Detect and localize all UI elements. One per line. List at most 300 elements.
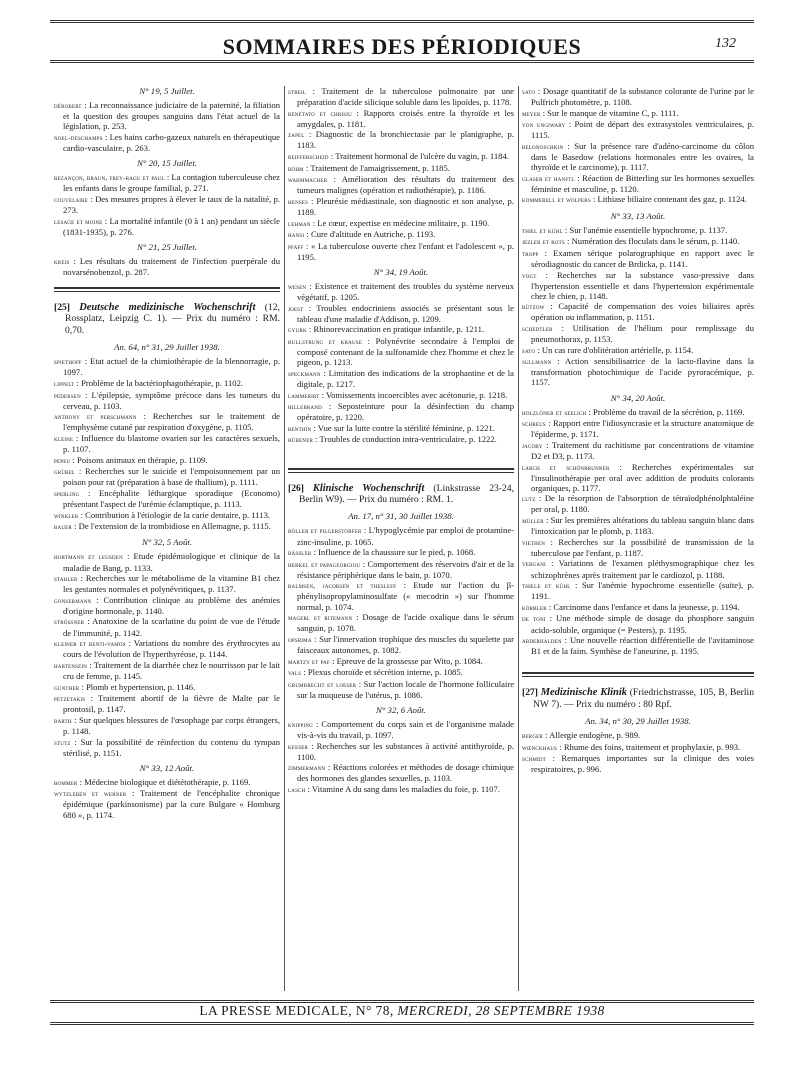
author: schmidt — [522, 754, 546, 764]
article-title: : Limitation des indications de la strophantine et de la digitale, p. 1217. — [297, 367, 514, 389]
article-entry — [54, 693, 280, 714]
article-entry — [522, 418, 754, 439]
article-title: : Rhinorevaccination en pratique infantile, p. 1211. — [306, 324, 485, 335]
article-title: : Recherches expérimentales sur l'insulinothérapie per oral avec addition de produits colorants organiques, p. 1177. — [531, 461, 754, 493]
article-entry — [54, 390, 280, 411]
journal-info: (Linkstrasse 23-24, Berlin W9). — Prix du numéro : RM. 1. — [299, 482, 514, 505]
author: lesage et moine — [54, 216, 103, 226]
author: pedersen — [54, 390, 81, 400]
article-entry — [522, 742, 754, 753]
article-entry — [522, 323, 754, 344]
article-entry — [522, 558, 754, 579]
article-title: : Traitement abortif de la fièvre de Malte par le prontosil, p. 1147. — [63, 693, 280, 715]
article-entry — [288, 129, 514, 150]
article-entry — [522, 515, 754, 536]
column-divider — [518, 86, 519, 991]
article-title: : Anatoxine de la scarlatine du point de vue de l'étude de l'immunité, p. 1142. — [63, 616, 280, 638]
article-entry — [54, 777, 280, 788]
author: henses — [288, 196, 309, 206]
article-title: : Traitement de la diarrhée chez le nourrisson par le lait cru de femme, p. 1145. — [63, 659, 280, 681]
journal-number: [26] — [288, 482, 304, 494]
journal-heading — [54, 302, 280, 336]
article-entry — [54, 216, 280, 237]
author: streil — [288, 87, 307, 96]
article-entry — [54, 715, 280, 736]
article-entry — [288, 580, 514, 611]
author: kleine — [54, 433, 74, 443]
issue-heading: N° 33, 13 Août. — [610, 210, 666, 221]
article-title: : Sur l'anémie hypochrome essentielle (suite), p. 1191. — [531, 580, 754, 602]
article-title: : Vitamine A du sang dans les maladies du foie, p. 1107. — [305, 784, 500, 795]
article-entry — [54, 411, 280, 432]
author: hortmann et leusden — [54, 552, 123, 562]
author: dérobert — [54, 101, 82, 111]
columns — [54, 86, 754, 991]
author: strössner — [54, 617, 85, 627]
article-title: : Polynévrite secondaire à l'emploi de composé contenant de la sulfonamide chez l'homme et chez le pigeon, p. 1213. — [297, 336, 514, 368]
author: tropp — [522, 248, 539, 258]
article-entry — [54, 455, 280, 466]
article-entry — [54, 573, 280, 594]
article-entry — [54, 737, 280, 758]
article-entry — [288, 547, 514, 558]
article-entry — [288, 559, 514, 580]
author: kreis — [54, 256, 70, 266]
author: bezançon, braun, frey-ragu et paul — [54, 173, 165, 183]
author: speckmann — [288, 368, 321, 378]
author: winkler — [54, 510, 79, 520]
author: hillebrand — [288, 402, 322, 412]
journal-heading — [522, 687, 754, 710]
author: schedtler — [522, 323, 553, 333]
article-title: : Troubles endocriniens associés se présentant sous le tableau d'une maladie d'Addison, p. 1209. — [297, 302, 514, 324]
article-title: : Influence du blastome ovarien sur les caractères sexuels, p. 1107. — [63, 432, 280, 455]
article-entry — [522, 602, 754, 613]
article-title: : Une méthode simple de dosage du phosphore sanguin acido-soluble, organique (= Pesters), p. 1195. — [531, 613, 754, 635]
article-title: : Sur la possibilité de réinfection du contenu du tympan stérilisé, p. 1151. — [63, 736, 280, 758]
header-top-rule — [50, 20, 754, 23]
article-entry — [54, 100, 280, 131]
article-title: : Réaction de Bitterling sur les hormones sexuelles féminine et masculine, p. 1120. — [531, 172, 754, 194]
article-entry — [288, 423, 514, 434]
article-title: : Plomb et hypertension, p. 1146. — [79, 681, 196, 692]
author: sullmann — [522, 357, 552, 367]
article-entry — [54, 194, 280, 215]
article-entry — [288, 174, 514, 195]
article-entry — [522, 407, 754, 418]
issue-heading: N° 32, 5 Août. — [141, 537, 193, 548]
author: gonsermann — [54, 595, 92, 605]
journal-heading — [288, 483, 514, 506]
article-title: : La contagion tuberculeuse chez les enfants dans le groupe familial, p. 271. — [63, 172, 280, 194]
author: benthin — [288, 423, 312, 433]
author: viethen — [522, 537, 546, 547]
section-title: SOMMAIRES DES PÉRIODIQUES — [222, 34, 582, 59]
article-entry — [54, 433, 280, 454]
author: larch et schönbrunner — [522, 462, 610, 472]
column-divider — [284, 86, 285, 991]
author: wytzleben et werner — [54, 789, 127, 799]
article-title: : Lithiase biliaire contenant des gaz, p. 1124. — [590, 194, 747, 205]
article-title: : Sur quelques blessures de l'œsophage par corps étrangers, p. 1148. — [63, 714, 280, 736]
article-entry — [522, 613, 754, 634]
article-entry — [288, 401, 514, 422]
article-title: : Sur l'anémie essentielle hypochrome, p. 1137. — [562, 224, 728, 235]
author: joest — [288, 303, 304, 313]
journal-name: Medizinische Klinik — [540, 687, 627, 699]
article-title: : Pleurésie médiastinale, son diagnostic et son analyse, p. 1189. — [297, 195, 514, 218]
article-title: : Variations de l'examen pléthysmographique chez les schizophrènes après traitement par le cardiozol, p. 1188. — [531, 558, 754, 580]
author: berger — [522, 731, 543, 741]
issue-heading: An. 17, n° 31, 30 Juillet 1938. — [348, 511, 454, 522]
article-entry — [522, 462, 754, 493]
page-number: 132 — [715, 36, 736, 51]
author: böhm — [288, 163, 304, 173]
author: stahler — [54, 574, 78, 584]
article-title: : Encéphalite léthargique sporadique (Economo) présentant l'aspect de l'urémie éclamptique, p. 1113. — [63, 487, 280, 510]
article-entry — [54, 638, 280, 659]
author: belonoschkin — [522, 141, 564, 151]
article-title: : Amélioration des résultats du traitement des tumeurs malignes (opération et radiothérapie), p. 1186. — [297, 174, 514, 196]
article-entry — [288, 86, 514, 107]
article-entry — [54, 466, 280, 487]
article-entry — [522, 493, 754, 514]
article-title: : Carcinome dans l'enfance et dans la jeunesse, p. 1194. — [546, 601, 740, 612]
article-entry — [288, 679, 514, 700]
article-title: : Les bains carbo-gazeux naturels en thérapeutique cardio-vasculaire, p. 263. — [63, 131, 280, 153]
journal-masthead: LA PRESSE MEDICALE, N° 78, — [199, 1003, 398, 1018]
article-entry — [288, 434, 514, 445]
author: stutz — [54, 737, 71, 747]
journal-number: [27] — [522, 687, 538, 699]
article-title: : « La tuberculose ouverte chez l'enfant et l'adolescent », p. 1195. — [297, 240, 514, 262]
article-entry — [288, 525, 514, 546]
author: von ungiwary — [522, 120, 566, 130]
issue-heading: An. 34, n° 30, 29 Juillet 1938. — [585, 716, 691, 727]
article-entry — [54, 132, 280, 153]
article-title: : Existence et traitement des troubles du système nerveux végétatif, p. 1205. — [297, 281, 514, 303]
article-entry — [54, 660, 280, 681]
footer-bottom-rule — [50, 1022, 754, 1025]
article-title: : Epreuve de la grossesse par Wito, p. 1084. — [329, 655, 483, 666]
author: jacoby — [522, 440, 543, 450]
article-title: : Une nouvelle réaction différentielle de l'avitaminose B1 et de la faim. Synthèse de l'aneurine, p. 1195. — [531, 635, 754, 657]
article-entry — [522, 753, 754, 774]
article-entry — [522, 537, 754, 558]
article-title: : Remarques importantes sur la clinique des voies respiratoires, p. 996. — [531, 753, 754, 775]
article-entry — [288, 303, 514, 324]
author: bommer — [54, 777, 78, 787]
article-entry — [288, 741, 514, 762]
article-title: : Etude sur l'action du β-phénylisopropylaminosulfate (« mecodrin ») sur l'homme normal, p. 1074. — [297, 580, 514, 612]
article-entry — [288, 368, 514, 389]
column-1 — [54, 86, 280, 991]
author: schreus — [522, 419, 546, 429]
article-title: : Poisons animaux en thérapie, p. 1109. — [70, 454, 208, 465]
article-entry — [288, 229, 514, 240]
article-entry — [522, 119, 754, 140]
article-title: : Seposteinture pour la désinfection du champ opératoire, p. 1220. — [297, 401, 514, 423]
author: müller — [522, 516, 544, 526]
article-title: : Etat actuel de la chimiothérapie de la blennorragie, p. 1097. — [63, 356, 280, 378]
author: glaser et hanftl — [522, 173, 575, 183]
author: sperling — [54, 488, 80, 498]
issue-heading: N° 19, 5 Juillet. — [139, 86, 195, 96]
article-title: : Le cœur, expertise en médecine militaire, p. 1190. — [310, 217, 490, 228]
article-entry — [54, 172, 280, 193]
article-title: : Recherches sur la substance vaso-pressive dans l'hypertension essentielle et dans l'hypertension expérimentale chez le chien, p. 1148. — [531, 269, 754, 301]
article-title: : De la résorption de l'absorption de tétraïodphénolphtaléine per oral, p. 1180. — [531, 493, 754, 515]
issue-heading: N° 34, 20 Août. — [610, 392, 666, 403]
article-title: : Sur les premières altérations du tableau sanguin blanc dans l'intoxication par le plomb, p. 1183. — [531, 515, 754, 537]
page-header — [50, 20, 754, 60]
article-entry — [522, 173, 754, 194]
journal-number: [25] — [54, 302, 70, 313]
author: kleiner et benti-vamos — [54, 639, 126, 649]
article-title: : Point de départ des extrasystoles ventriculaires, p. 1115. — [531, 119, 754, 141]
article-entry — [288, 784, 514, 795]
column-3 — [522, 86, 754, 991]
journal-info: (Friedrichstrasse, 105, B, Berlin NW 7). — Prix du numéro : 80 Rpf. — [533, 687, 754, 710]
article-entry — [288, 163, 514, 174]
author: bützow — [522, 302, 545, 312]
article-entry — [288, 762, 514, 783]
article-title: : Recherches sur le traitement de l'emphysème cutané par respiration d'oxygène, p. 1105. — [63, 411, 280, 433]
article-entry — [522, 270, 754, 301]
author: magerl et ritemann — [288, 613, 353, 623]
author: vergani — [522, 559, 546, 569]
article-entry — [288, 324, 514, 335]
author: knipping — [288, 720, 313, 729]
article-entry — [288, 612, 514, 633]
article-title: : Allergie endogène, p. 989. — [542, 730, 641, 741]
article-title: : Sur l'action locale de l'hormone folliculaire sur la muqueuse de l'utérus, p. 1086. — [297, 678, 514, 700]
article-title: : Sur le manque de vitamine C, p. 1111. — [540, 107, 679, 118]
article-entry — [54, 356, 280, 377]
article-title: : Traitement du rachitisme par concentrations de vitamine D2 et D3, p. 1173. — [531, 439, 754, 461]
journal-separator — [54, 287, 280, 289]
issue-heading: N° 21, 25 Juillet. — [137, 241, 197, 252]
author: herkel et papageorgiou — [288, 559, 361, 569]
article-title: : Problème de la bactériophagothérapie, p. 1102. — [74, 378, 244, 388]
author: lehman — [288, 218, 311, 228]
journal-name: Klinische Wochenschrift — [312, 482, 425, 494]
footer-text — [50, 1003, 754, 1019]
article-entry — [54, 551, 280, 572]
article-title: : La mortalité infantile (0 à 1 an) pendant un siècle (1831-1935), p. 276. — [63, 215, 280, 237]
article-title: : Rhume des foins, traitement et prophylaxie, p. 993. — [557, 741, 741, 752]
author: vogt — [522, 270, 537, 280]
article-title: : Traitement de la tuberculose pulmonaire par une préparation d'acide silicique soluble dans les lipoïdes, p. 1178. — [297, 86, 514, 108]
article-entry — [522, 730, 754, 741]
author: spiethoff — [54, 357, 82, 367]
article-entry — [54, 378, 280, 389]
article-title: : Action sensibilisatrice de la lacto-flavine dans la transformation photochimique de l'acide pyroracémique, p. 1157. — [531, 356, 754, 388]
author: lasch — [288, 785, 306, 795]
author: wahmmacher — [288, 175, 328, 185]
article-entry — [288, 667, 514, 678]
journal-info: (12, Rossplatz, Leipzig C. 1). — Prix du numéro : RM. 0,70. — [65, 302, 280, 336]
article-entry — [288, 656, 514, 667]
article-title: : Réactions colorées et méthodes de dosage chimique des hormones des glandes sexuelles, p. 1103. — [297, 762, 514, 784]
article-title: : Comportement du corps sain et de l'organisme malade vis-à-vis du travail, p. 1097. — [297, 719, 514, 741]
journal-separator — [522, 676, 754, 677]
author: thiele et kühl — [522, 581, 571, 591]
author: holzlöner et seelich — [522, 407, 587, 417]
article-title: : Examen sérique polarographique en rapport avec le sérodiagnostic du cancer de Brdicka, p. 1141. — [531, 247, 754, 269]
article-entry — [288, 719, 514, 740]
article-title: : Utilisation de l'hélium pour remplissage du pneumothorax, p. 1153. — [531, 322, 754, 345]
article-title: : Contribution clinique au problème des anémies d'origine hormonale, p. 1140. — [63, 594, 280, 616]
article-entry — [522, 440, 754, 461]
article-title: : De l'extension de la trombidiose en Allemagne, p. 1115. — [71, 521, 271, 532]
article-title: : Traitement de l'amaigrissement, p. 1185. — [303, 162, 450, 173]
article-title: : Traitement hormonal de l'ulcère du vagin, p. 1184. — [328, 151, 509, 162]
page-footer — [50, 1000, 754, 1022]
article-entry — [288, 390, 514, 401]
author: barth — [54, 715, 72, 725]
article-title: : Les résultats du traitement de l'infection puerpérale du novarsénobenzol, p. 287. — [63, 255, 280, 277]
article-entry — [522, 356, 754, 387]
article-entry — [54, 616, 280, 637]
author: martzy et paf — [288, 656, 330, 666]
header-bottom-rule — [50, 60, 754, 63]
article-title: : Numération des floculats dans le sérum, p. 1140. — [564, 236, 740, 247]
article-entry — [54, 788, 280, 819]
article-title: : Vomissements incoercibles avec acétonurie, p. 1218. — [319, 389, 508, 400]
article-entry — [522, 141, 754, 172]
author: abderhalden — [522, 636, 562, 646]
issue-heading: N° 33, 12 Août. — [139, 762, 195, 773]
article-title: : Plexus choroïde et sécrétion interne, p. 1085. — [301, 667, 463, 678]
article-entry — [54, 488, 280, 509]
article-title: : Recherches sur la possibilité de transmission de la tuberculose par l'enfant, p. 1187. — [531, 536, 754, 558]
author: körbler — [522, 602, 547, 612]
column-2 — [288, 86, 514, 991]
author: kommerell et wolpers — [522, 195, 591, 205]
article-entry — [522, 86, 754, 107]
author: petzetakis — [54, 694, 86, 704]
issue-date: MERCREDI, 28 SEPTEMBRE 1938 — [397, 1003, 605, 1018]
article-title: : Recherches sur les substances à activité antithyroïde, p. 1100. — [297, 740, 514, 762]
author: vals — [288, 668, 302, 678]
author: meyer — [522, 108, 541, 118]
author: bauer — [54, 522, 72, 532]
author: böller et pilgerstorfer — [288, 526, 362, 536]
article-title: : Traitement de l'encéphalite chronique épidémique (parkinsonisme) par la cure Bulgare « Homburg 680 », p. 1174. — [63, 788, 280, 820]
article-entry — [522, 345, 754, 356]
author: de toni — [522, 614, 546, 624]
article-title: : Dosage de l'acide oxalique dans le sérum sanguin, p. 1078. — [297, 612, 514, 634]
author: hartensein — [54, 660, 88, 670]
author: noel-deschamps — [54, 132, 103, 142]
author: couvelaire — [54, 194, 88, 204]
article-title: : L'épilepsie, symptôme précoce dans les tumeurs du cerveau, p. 1103. — [63, 389, 280, 411]
journal-separator — [288, 472, 514, 473]
author: hansi — [288, 230, 305, 240]
article-entry — [522, 635, 754, 656]
article-entry — [522, 108, 754, 119]
author: pepeu — [54, 455, 71, 465]
author: anthony et perschmann — [54, 412, 137, 422]
article-title: : Rapports croisés entre la thyroïde et les amygdales, p. 1181. — [297, 107, 514, 129]
author: thiel et kühl — [522, 225, 563, 235]
article-title: : Variations du nombre des érythrocytes au cours de l'évolution de l'hyperthyréose, p. 1144. — [63, 638, 280, 660]
author: zapel — [288, 130, 305, 140]
author: hübener — [288, 435, 314, 445]
author: zimmermann — [288, 763, 326, 773]
author: benetato et chrisiu — [288, 108, 352, 118]
author: sato — [522, 345, 536, 355]
author: bässler — [288, 548, 312, 558]
author: hullstrung et krause — [288, 337, 363, 347]
journal-separator — [54, 291, 280, 292]
issue-heading: An. 64, n° 31, 29 Juillet 1938. — [114, 342, 220, 353]
article-entry — [522, 236, 754, 247]
author: günther — [54, 682, 80, 692]
article-entry — [54, 510, 280, 521]
article-entry — [54, 682, 280, 693]
article-title: : Dosage quantitatif de la substance colorante de l'urine par le Pulfrich photomètre, p. 1108. — [531, 86, 754, 108]
article-entry — [288, 241, 514, 262]
article-title: : Des mesures propres à élever le taux de la natalité, p. 273. — [63, 193, 280, 215]
article-entry — [288, 196, 514, 217]
author: lutz — [522, 494, 536, 504]
issue-heading: N° 32, 6 Août. — [375, 704, 427, 715]
issue-heading: N° 20, 15 Juillet. — [137, 158, 197, 169]
article-entry — [522, 194, 754, 205]
author: sato — [522, 87, 536, 96]
article-entry — [522, 248, 754, 269]
article-entry — [288, 281, 514, 302]
article-title: : Médecine biologique et diététothérapie, p. 1169. — [77, 776, 251, 787]
article-entry — [288, 336, 514, 367]
author: grübel — [54, 467, 76, 477]
issue-heading: N° 34, 19 Août. — [373, 267, 429, 277]
article-title: : Influence de la chaussure sur le pied, p. 1068. — [311, 547, 476, 558]
author: gyurk — [288, 325, 307, 335]
author: grumbrecht et loeser — [288, 679, 357, 689]
article-title: : Rapport entre l'idiosyncrasie et la structure anatomique de l'épiderme, p. 1171. — [531, 418, 754, 440]
author: reifferscheid — [288, 152, 329, 162]
author: keeser — [288, 741, 309, 751]
article-title: : Sur l'innervation trophique des muscles du squelette par faisceaux autonomes, p. 1082. — [297, 633, 514, 655]
article-entry — [54, 256, 280, 277]
article-title: : Problème du travail de la sécrétion, p. 1169. — [586, 406, 745, 417]
author: wesen — [288, 282, 307, 292]
article-entry — [288, 151, 514, 162]
article-entry — [288, 108, 514, 129]
article-title: : Recherches sur le métabolisme de la vitamine B1 chez les gestantes normales et polynévritiques, p. 1137. — [63, 573, 280, 595]
article-entry — [522, 225, 754, 236]
article-entry — [288, 634, 514, 655]
article-entry — [54, 595, 280, 616]
journal-separator — [522, 672, 754, 674]
article-entry — [522, 580, 754, 601]
author: pfaff — [288, 241, 304, 251]
author: balmsen, jacobsen et thesleff — [288, 581, 397, 591]
article-title: : La reconnaissance judiciaire de la paternité, la filiation et la question des groupes sanguins dans l'état actuel de la législation, p. 253. — [63, 100, 280, 132]
article-entry — [54, 521, 280, 532]
article-title: : Comportement des réservoirs d'air et de la résistance périphérique dans le bain, p. 1070. — [297, 558, 514, 580]
article-title: : Diagnostic de la bronchiectasie par le planigraphe, p. 1183. — [297, 129, 514, 151]
article-title: : Un cas rare d'oblitération artérielle, p. 1154. — [535, 344, 694, 355]
article-entry — [288, 218, 514, 229]
article-title: : Recherches sur le suicide et l'empoisonnement par un poison pour rat (préparation à base de thallium), p. 1111. — [63, 466, 280, 488]
author: wœnckhaus — [522, 742, 558, 752]
author: jezler et rots — [522, 237, 565, 247]
article-title: : Troubles de conduction intra-ventriculaire, p. 1222. — [313, 434, 497, 445]
